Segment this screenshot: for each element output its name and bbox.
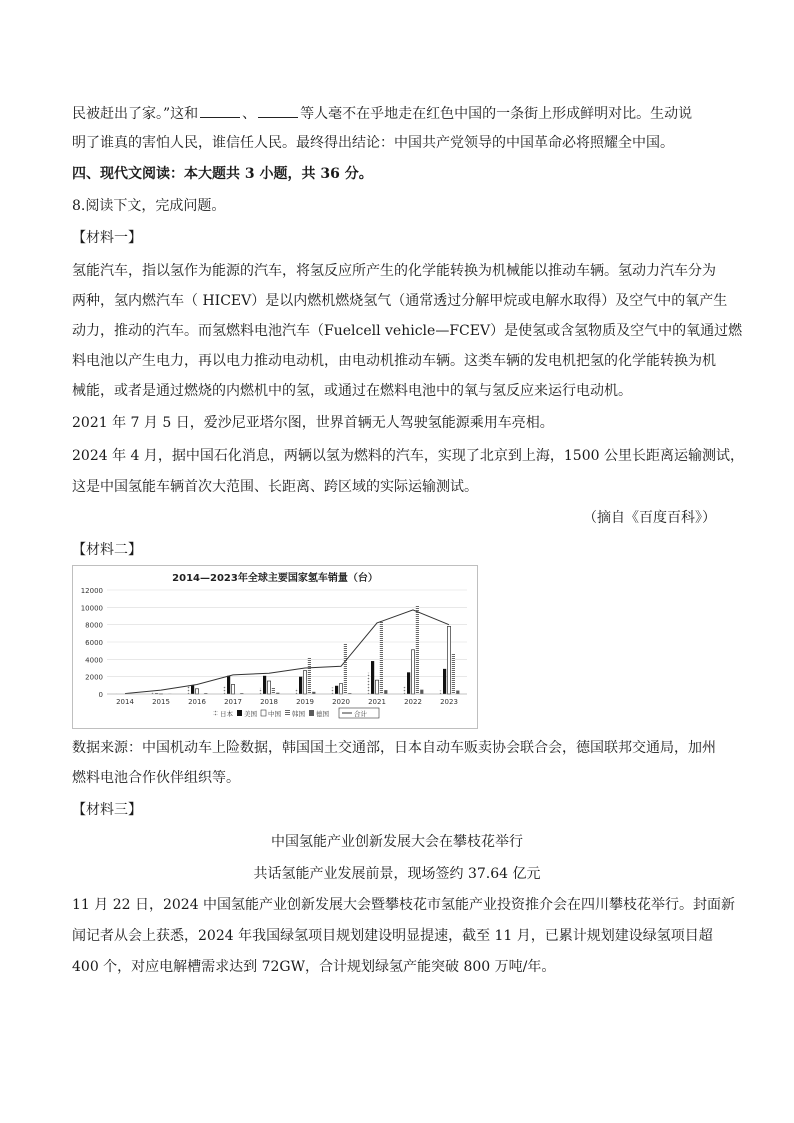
bar-德国 [312,692,315,694]
bar-日本 [295,688,298,694]
text-segment: 、 [242,106,257,122]
bar-美国 [335,686,338,694]
total-line [125,610,449,694]
bar-韩国 [272,688,275,694]
legend-label: 合计 [354,710,367,718]
bar-日本 [439,691,442,694]
bar-中国 [231,684,234,694]
source-citation: （摘自《百度百科》） [583,510,716,526]
section-heading: 四、现代文阅读：本大题共 3 小题，共 36 分。 [72,166,373,182]
chart-legend [213,708,379,718]
y-tick-label: 2000 [85,673,103,682]
chart-bars [115,606,460,694]
text-segment: 民被赶出了家。”这和 [72,106,199,122]
paragraph-line: 燃料电池合作伙伴组织等。 [72,770,240,786]
bar-韩国 [308,658,311,694]
legend-swatch [237,710,242,716]
bar-中国 [375,680,378,694]
paragraph-line: 械能，或者是通过燃烧的内燃机中的氢，或通过在燃料电池中的氧与氢反应来运行电动机。 [72,383,632,399]
paragraph-line: 料电池以产生电力，再以电力推动电动机，由电动机推动车辆。这类车辆的发电机把氢的化学能转换为机 [72,353,716,369]
paragraph-line: 明了谁真的害怕人民，谁信任人民。最终得出结论：中国共产党领导的中国革命必将照耀全中国。 [72,135,674,151]
legend-label: 中国 [268,710,281,718]
x-tick-label: 2018 [260,698,278,706]
bar-韩国 [380,621,383,694]
paragraph-line: 闻记者从会上获悉，2024 年我国绿氢项目规划建设明显提速，截至 11 月，已累计规划建设绿氢项目超 [72,928,713,944]
bar-韩国 [344,644,347,694]
fill-in-blank[interactable] [200,103,240,118]
legend-label: 韩国 [292,710,305,718]
y-tick-label: 10000 [80,604,103,613]
paragraph-line: 动力，推动的汽车。而氢燃料电池汽车（Fuelcell vehicle—FCEV）是使氢或含氢物质及空气中的氧通过燃 [72,323,743,339]
x-tick-label: 2017 [224,698,242,706]
y-tick-label: 4000 [85,656,103,665]
bar-美国 [299,677,302,694]
bar-中国 [303,671,306,694]
paragraph-line: 数据来源：中国机动车上险数据，韩国国土交通部，日本自动车贩卖协会联合会，德国联邦交通局，加州 [72,740,716,756]
chart-total-line [125,610,449,694]
paragraph-line: 氢能汽车，指以氢作为能源的汽车，将氢反应所产生的化学能转换为机械能以推动车辆。氢动力汽车分为 [72,263,716,279]
bar-美国 [191,685,194,694]
paragraph-line: 2021 年 7 月 5 日，爱沙尼亚塔尔图，世界首辆无人驾驶氢能源乘用车亮相。 [72,415,554,431]
bar-日本 [223,686,226,694]
y-tick-label: 0 [98,691,103,699]
bar-德国 [456,691,459,694]
material-label: 【材料三】 [72,802,142,818]
x-tick-label: 2014 [116,698,134,706]
bar-美国 [371,661,374,694]
y-tick-label: 12000 [80,587,103,595]
bar-德国 [384,690,387,694]
bar-中国 [411,650,414,694]
legend-label: 德国 [316,710,329,718]
bar-美国 [227,676,230,694]
paragraph-line: 两种，氢内燃汽车（ HICEV）是以内燃机燃烧氢气（通常透过分解甲烷或电解水取得）及空气中的氧产生 [72,293,728,309]
bar-美国 [263,676,266,694]
bar-中国 [339,684,342,694]
bar-中国 [195,689,198,694]
fill-in-blank[interactable] [258,103,298,118]
legend-swatch [213,710,218,716]
y-tick-label: 8000 [85,621,103,630]
x-tick-label: 2020 [332,698,350,706]
bar-德国 [420,690,423,694]
paragraph-line [72,103,692,124]
bar-日本 [403,687,406,694]
bar-韩国 [416,606,419,694]
text-segment: 等人毫不在乎地走在红色中国的一条街上形成鲜明对比。生动说 [300,106,693,122]
x-tick-label: 2015 [152,698,170,706]
paragraph-line: 这是中国氢能车辆首次大范围、长距离、跨区域的实际运输测试。 [72,479,478,495]
bar-中国 [447,626,450,694]
legend-swatch [309,710,314,716]
bar-日本 [259,688,262,694]
bar-日本 [331,688,334,695]
x-tick-label: 2019 [296,698,314,706]
news-title: 中国氢能产业创新发展大会在攀枝花举行 [271,834,523,850]
chart-svg [73,566,477,728]
legend-swatch [285,710,290,716]
y-tick-label: 6000 [85,639,103,647]
legend-label: 美国 [244,710,257,718]
x-tick-label: 2023 [440,698,458,706]
paragraph-line: 2024 年 4 月，据中国石化消息，两辆以氢为燃料的汽车，实现了北京到上海，1500 公里长距离运输测试， [72,448,744,464]
x-tick-label: 2022 [404,698,422,706]
paragraph-line: 400 个，对应电解槽需求达到 72GW，合计规划绿氢产能突破 800 万吨/年。 [72,959,556,975]
paragraph-line: 11 月 22 日，2024 中国氢能产业创新发展大会暨攀枝花市氢能产业投资推介会在四川攀枝花举行。封面新 [72,897,736,913]
news-subtitle: 共话氢能产业发展前景，现场签约 37.64 亿元 [253,866,541,882]
material-label: 【材料一】 [72,230,142,246]
bar-日本 [367,673,370,694]
bar-韩国 [452,653,455,694]
x-tick-label: 2021 [368,698,386,706]
bar-中国 [267,681,270,694]
bar-日本 [187,685,190,694]
chart-title: 2014—2023年全球主要国家氢车销量（台） [172,573,378,584]
legend-swatch [261,710,266,716]
question-prompt: 8.阅读下文，完成问题。 [72,198,226,214]
bar-美国 [443,669,446,694]
legend-label: 日本 [220,710,233,718]
x-tick-label: 2016 [188,698,206,706]
sales-chart [72,565,478,729]
bar-美国 [407,672,410,694]
material-label: 【材料二】 [72,542,142,558]
